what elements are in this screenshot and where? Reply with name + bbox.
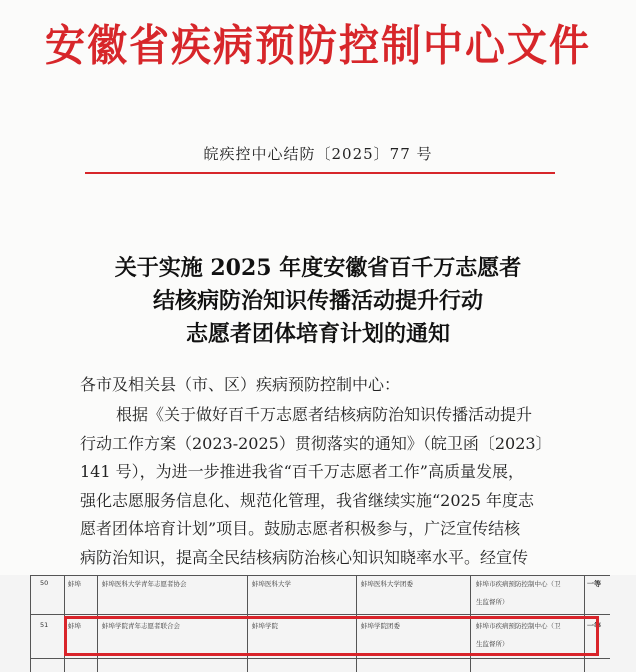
issuer-title: 安徽省疾病预防控制中心文件 — [45, 20, 591, 72]
salutation: 各市及相关县（市、区）疾病预防控制中心： — [80, 375, 401, 394]
table-row-50-guide-2: 生监督所） — [476, 598, 509, 606]
notice-title-line-1: 关于实施 2025 年度安徽省百千万志愿者 — [114, 255, 522, 281]
notice-title-line-2: 结核病防治知识传播活动提升行动 — [152, 288, 483, 314]
table-row-51-guide-2: 生监督所） — [476, 640, 509, 648]
row-highlight-box — [64, 616, 599, 656]
notice-title — [0, 252, 636, 351]
table-row-50-team: 蚌埠医科大学青年志愿者协会 — [102, 580, 187, 588]
body-line-3: 141 号），为进一步推进我省“百千万志愿者工作”高质量发展， — [80, 462, 524, 481]
table-grid-line — [30, 658, 610, 659]
table-grid-line — [30, 575, 610, 576]
table-row-50-guide-1: 蚌埠市疾病预防控制中心（卫 — [476, 580, 561, 588]
table-grid-line — [30, 614, 610, 615]
table-row-50-unit: 蚌埠医科大学 — [252, 580, 291, 588]
notice-title-line-3: 志愿者团体培育计划的通知 — [185, 321, 450, 347]
red-divider — [85, 172, 555, 174]
table-row-51-org: 蚌埠学院团委 — [361, 622, 400, 630]
table-row-50-no: 50 — [40, 579, 49, 587]
body-line-4: 强化志愿服务信息化、规范化管理，我省继续实施“2025 年度志 — [80, 490, 534, 510]
notice-body — [80, 401, 570, 572]
table-row-51-team: 蚌埠学院青年志愿者联合会 — [102, 622, 180, 630]
body-line-1: 根据《关于做好百千万志愿者结核病防治知识传播活动提升 — [116, 405, 533, 424]
body-line-6: 病防治知识，提高全民结核病防治核心知识知晓率水平。经宣传 — [80, 547, 529, 567]
table-row-51-city: 蚌埠 — [68, 622, 81, 630]
body-line-2: 行动工作方案（2023-2025）贯彻落实的通知》（皖卫函〔2023〕 — [80, 433, 552, 453]
awards-table — [0, 575, 636, 672]
table-row-51-unit: 蚌埠学院 — [252, 622, 278, 630]
table-row-51-level: 一等 — [587, 622, 601, 630]
document-number: 皖疾控中心结防〔2025〕77 号 — [203, 145, 433, 163]
table-row-51-no: 51 — [40, 621, 49, 629]
table-row-50-org: 蚌埠医科大学团委 — [361, 580, 413, 588]
table-row-51-guide-1: 蚌埠市疾病预防控制中心（卫 — [476, 622, 561, 630]
table-row-50-city: 蚌埠 — [68, 580, 81, 588]
body-line-5: 愿者团体培育计划”项目。鼓励志愿者积极参与，广泛宣传结核 — [80, 519, 521, 538]
table-row-50-level: 一等 — [587, 580, 601, 588]
